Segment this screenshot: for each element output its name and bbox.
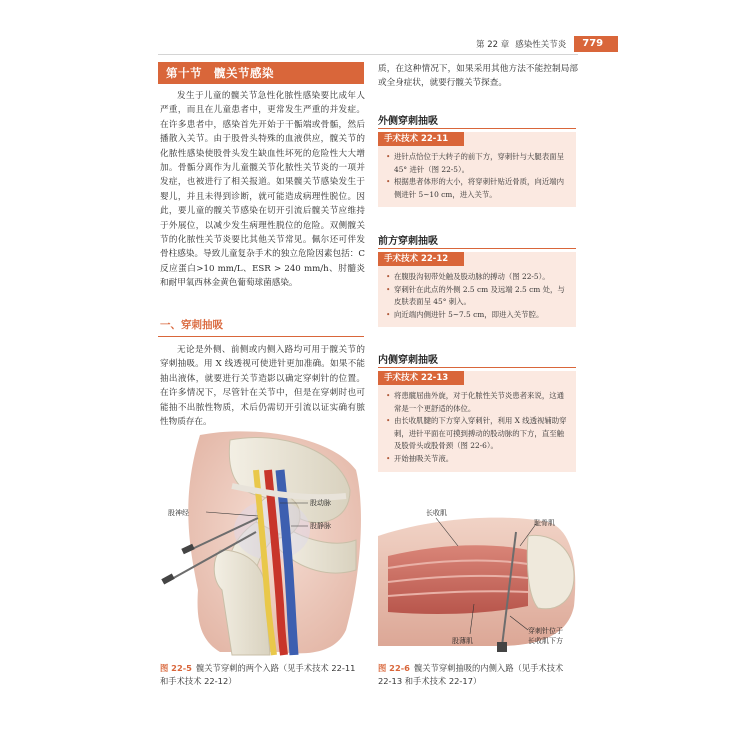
figure-caption-22-6: [378, 662, 578, 688]
technique-box-22-11: [378, 132, 576, 207]
technique-step: • 将患髋屈曲外旋，对于化脓性关节炎患者来说，这通常是一个更舒适的体位。: [386, 390, 570, 415]
section-title: 第十节 髋关节感染: [158, 62, 364, 84]
hip-anatomy-illustration: [160, 430, 366, 658]
technique-box-22-13: [378, 371, 576, 472]
figure-caption-22-5: [160, 662, 366, 688]
chapter-number: 第 22 章: [476, 40, 510, 50]
subsection-heading: 一、穿刺抽吸: [160, 319, 223, 331]
figure-caption-text: 髋关节穿刺抽吸的内侧入路（见手术技术 22-13 和手术技术 22-17）: [378, 663, 564, 686]
technique-step: • 进针点恰位于大转子的前下方，穿刺针与大腿表面呈 45° 进针（图 22-5）。: [386, 151, 570, 176]
label-adductor-longus: 长收肌: [426, 509, 447, 517]
technique-box-22-12: [378, 252, 576, 327]
technique-steps: [378, 266, 576, 327]
chapter-title: 感染性关节炎: [515, 40, 567, 50]
section-intro-paragraph: 发生于儿童的髋关节急性化脓性感染要比成年人严重，而且在儿童患者中，更常发生严重的并发症。在许多患者中，感染首先开始于干骺端或骨骺，然后播散入关节。由于股骨头特殊的血液供应，髋关节的化脓性感染使股骨头发生缺血性坏死的危险性大大增加。骨骺分离作为儿童髋关节化脓性关节炎的一项并发症，也被进行了相关报道。如果髋关节感染发生于婴儿，并且未得到诊断，就可能造成病理性脱位。因此，要儿童的髋关节感染在切开引流后髋关节应维持于外展位，以减少发生病理性脱位的危险。双侧髋关节的化脓性关节炎要比其他关节常见。佩尔还可伴发骨柱感染。导致儿童复杂手术的独立危险因素包括：C反应蛋白>10 mm/L、ESR > 240 mm/h、肘髓炎和耐甲氧西林金黄色葡萄球菌感染。: [160, 91, 365, 289]
approach-rule: [378, 248, 576, 249]
technique-label: 手术技术 22-11: [378, 132, 464, 146]
technique-step: • 穿刺针在此点的外侧 2.5 cm 及远端 2.5 cm 处，与皮肤表面呈 45° 刺入。: [386, 284, 570, 309]
technique-step: • 向近端内侧进针 5~7.5 cm，即进入关节腔。: [386, 309, 570, 322]
approach-heading-medial: 内侧穿刺抽吸: [378, 355, 438, 366]
approach-rule: [378, 367, 576, 368]
figure-number: 图 22-6: [378, 663, 410, 673]
label-gracilis: 股薄肌: [452, 637, 473, 645]
figure-medial-approach: [378, 496, 578, 658]
technique-step: • 在腹股沟韧带处触及股动脉的搏动（图 22-5）。: [386, 271, 570, 284]
subsection-paragraph: 无论是外侧、前侧或内侧入路均可用于髋关节的穿刺抽吸。用 X 线透视可使进针更加准确。如果不能抽出液体，就要进行关节造影以确定穿刺针的位置。在许多情况下，尽管针在关节中，但是在穿刺时也可能抽不出脓性物质，术后仍需切开引流以证实确有脓性物质存在。: [160, 345, 365, 428]
approach-heading-lateral: 外侧穿刺抽吸: [378, 116, 438, 127]
figure-number: 图 22-5: [160, 663, 192, 673]
technique-step: • 由长收肌腱的下方穿入穿刺针，利用 X 线透视辅助穿刺，进针平面在可摸到搏动的股动脉的下方，直至触及股骨头或股骨颈（图 22-6）。: [386, 415, 570, 453]
figure-caption-text: 髋关节穿刺的两个入路（见手术技术 22-11 和手术技术 22-12）: [160, 663, 356, 686]
label-needle-position-line1: 穿刺针位于: [528, 627, 563, 635]
approach-heading-anterior: 前方穿刺抽吸: [378, 236, 438, 247]
label-femoral-vein: 股静脉: [310, 522, 331, 530]
running-header: [476, 35, 618, 53]
technique-step: • 开始抽吸关节液。: [386, 453, 570, 466]
technique-step: • 根据患者体形的大小，将穿刺针贴近骨质，向近端内侧进针 5~10 cm，进入关节。: [386, 176, 570, 201]
figure-hip-aspiration-approaches: [160, 430, 366, 658]
label-femoral-nerve: 股神经: [168, 509, 189, 517]
label-femoral-artery: 股动脉: [310, 499, 331, 507]
label-needle-position-line2: 长收肌下方: [528, 637, 563, 645]
technique-label: 手术技术 22-12: [378, 252, 464, 266]
technique-steps: [378, 385, 576, 472]
right-column-continuation: 质，在这种情况下，如果采用其他方法不能控制局部或全身症状，就要行髋关节探查。: [378, 64, 578, 89]
page-number: 779: [574, 36, 618, 52]
technique-steps: [378, 146, 576, 207]
subsection-rule: [158, 336, 364, 337]
label-pectineus: 耻骨肌: [534, 519, 555, 527]
header-rule: [158, 54, 578, 55]
technique-label: 手术技术 22-13: [378, 371, 464, 385]
approach-rule: [378, 128, 576, 129]
